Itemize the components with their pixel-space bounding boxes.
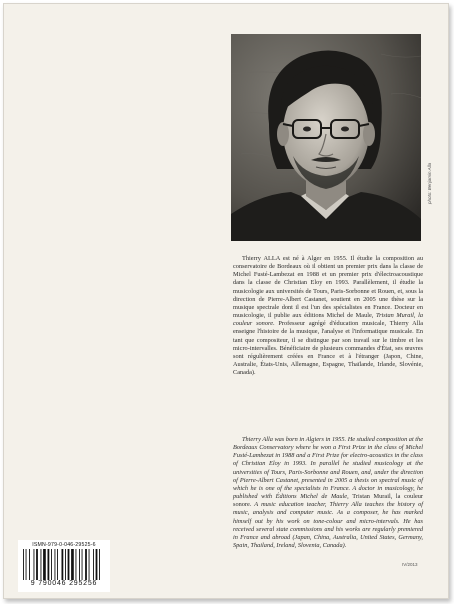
barcode <box>18 540 110 592</box>
bio-english-book-title: Tristan Murail, la couleur sonore <box>233 493 423 509</box>
back-cover <box>3 3 449 599</box>
bio-french-book-title: Tristan Murail, la couleur sonore <box>233 312 423 328</box>
bio-french-part1: Thierry ALLA est né à Alger en 1955. Il étudie la composition au conservatoire de Bordeaux où il obtient un premier prix dans la classe de Michel Fusté-Lambezat en 1988 et un premier prix d'électroacoustique dans la classe de Christian Eloy en 1993. Parallèlement, il étudie la musicologie aux universités de Tours, Paris-Sorbonne et Rouen, et, sous la direction de Pierre-Albert Castanet, soutient en 2005 une thèse sur la musique spectrale dont il est l'un des spécialistes en France. Docteur en musicologie, il publie aux éditions Michel de Maule, <box>233 255 423 320</box>
bio-english-part1: Thierry Alla was born in Algiers in 1955. He studied composition at the Bordeaux Conservatory where he won a First Prize in the class of Michel Fusté-Lambezat in 1988 and a First Prize for electro-acoustics in the class of Christian Eloy in 1993. In parallel he studied musicology at the universities of Tours, Paris-Sorbonne and Rouen, and, under the direction of Pierre-Albert Castanet, presented in 2005 a thesis on spectral music of which he is one of the specialists in France. A doctor in musicology, he published with Éditions Michel de Maule, <box>233 436 423 501</box>
bio-french-part2: . Professeur agrégé d'éducation musicale, Thierry Alla enseigne l'histoire de la musique, l'analyse et l'informatique musicale. En tant que compositeur, il se distingue par son travail sur le timbre et les micro-intervalles. Bénéficiaire de plusieurs commandes d'État, ses œuvres sont régulièrement créées en France et à l'étranger (Japon, Chine, Australie, États-Unis, Allemagne, Espagne, Thaïlande, Irlande, Slovénie, Canada). <box>233 320 424 377</box>
photo-credit: photo: Benjamin Alla <box>427 162 432 204</box>
portrait-image <box>231 34 421 241</box>
author-photo <box>231 34 421 241</box>
biography-french <box>233 255 423 377</box>
biography-english <box>233 436 423 550</box>
barcode-bars <box>23 549 105 580</box>
bio-english-part2: . A music education teacher, Thierry Alla teaches the history of music, analysis and computer music. As a composer, he has marked himself out by his work on tone-colour and micro-intervals. He has received several state commissions and his works are regularly premiered in France and abroad (Japan, China, Australia, United States, Germany, Spain, Thailand, Ireland, Slovenia, Canada). <box>233 501 423 550</box>
barcode-number: 9 790046 295256 <box>30 580 98 587</box>
ismn-label: ISMN-979-0-046-29525-6 <box>32 542 96 548</box>
print-code: IV/2013 <box>402 562 418 567</box>
